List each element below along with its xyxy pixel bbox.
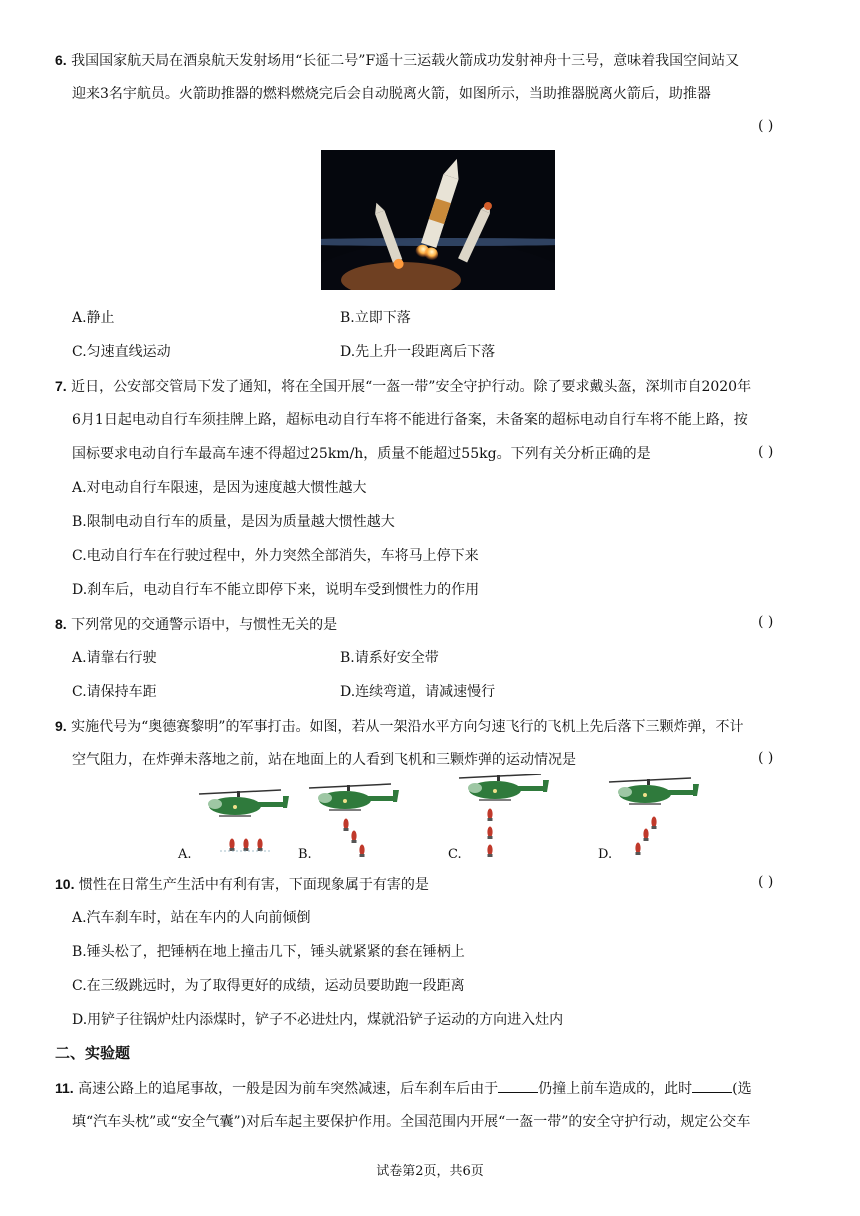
q11-line1 [55, 1078, 752, 1099]
q7-option-c: C.电动自行车在行驶过程中，外力突然全部消失，车将马上停下来 [72, 548, 479, 564]
q8-text1: 下列常见的交通警示语中，与惯性无关的是 [71, 617, 338, 633]
section-heading: 二、实验题 [55, 1044, 131, 1062]
q10-text1: 惯性在日常生产生活中有利有害，下面现象属于有害的是 [78, 877, 429, 893]
rocket-image [321, 150, 555, 290]
q8-option-c: C.请保持车距 [72, 684, 157, 700]
q11-text2: 仍撞上前车造成的，此时 [538, 1081, 693, 1097]
q6-number: 6. [55, 52, 67, 68]
option-c-bombs [487, 809, 492, 858]
q8-option-d: D.连续弯道，请减速慢行 [340, 684, 496, 700]
helicopter-diagrams [170, 774, 710, 866]
q11-blank-2[interactable] [692, 1078, 732, 1093]
option-d-helicopter [609, 778, 699, 804]
q10-answer-paren: ( ) [758, 874, 774, 890]
q7-option-a: A.对电动自行车限速，是因为速度越大惯性越大 [72, 480, 367, 496]
q8-line1 [55, 614, 337, 635]
q7-line1 [55, 376, 751, 397]
q7-line3: 国标要求电动自行车最高车速不得超过25km/h，质量不能超过55kg。下列有关分析正确的是 [72, 446, 651, 462]
q11-number: 11. [55, 1080, 74, 1096]
q7-line2: 6月1日起电动自行车须挂牌上路，超标电动自行车将不能进行备案，未备案的超标电动自行车将不能上路，按 [72, 412, 748, 428]
q8-option-a: A.请靠右行驶 [72, 650, 157, 666]
q8-answer-paren: ( ) [758, 614, 774, 630]
q9-line2: 空气阻力，在炸弹未落地之前，站在地面上的人看到飞机和三颗炸弹的运动情况是 [72, 752, 576, 768]
q6-line2: 迎来3名宇航员。火箭助推器的燃料燃烧完后会自动脱离火箭，如图所示，当助推器脱离火箭后，助推器 [72, 86, 711, 102]
q9-letter-a: A. [178, 847, 192, 862]
q7-text1: 近日，公安部交管局下发了通知，将在全国开展“一盔一带”安全守护行动。除了要求戴头盔，深圳市自2020年 [71, 379, 752, 395]
q11-blank-1[interactable] [498, 1078, 538, 1093]
q9-line1 [55, 716, 743, 737]
option-a-bombs [229, 839, 262, 852]
option-a-helicopter [199, 790, 289, 816]
q9-answer-paren: ( ) [758, 750, 774, 766]
option-c-helicopter [459, 774, 549, 800]
q7-number: 7. [55, 378, 67, 394]
q8-option-b: B.请系好安全带 [340, 650, 439, 666]
q9-number: 9. [55, 718, 67, 734]
q6-option-d: D.先上升一段距离后下落 [340, 344, 496, 360]
q9-letter-b: B. [298, 847, 312, 862]
option-d-bombs [635, 817, 656, 856]
q11-line2: 填“汽车头枕”或“安全气囊”)对后车起主要保护作用。全国范围内开展“一盔一带”的安全守护行动，规定公交车 [72, 1114, 751, 1130]
q6-line1 [55, 50, 739, 71]
page-footer: 试卷第2页，共6页 [376, 1164, 484, 1179]
q9-text1: 实施代号为“奥德赛黎明”的军事打击。如图，若从一架沿水平方向匀速飞行的飞机上先后落下三颗炸弹，不计 [71, 719, 744, 735]
q6-text1: 我国国家航天局在酒泉航天发射场用“长征二号”F遥十三运载火箭成功发射神舟十三号，意味着我国空间站又 [71, 53, 740, 69]
q9-letter-c: C. [448, 847, 462, 862]
q7-option-b: B.限制电动自行车的质量，是因为质量越大惯性越大 [72, 514, 395, 530]
q10-line1 [55, 874, 429, 895]
q6-option-c: C.匀速直线运动 [72, 344, 171, 360]
q6-option-b: B.立即下落 [340, 310, 411, 326]
q9-letter-d: D. [598, 847, 613, 862]
q11-text3: (选 [732, 1081, 752, 1097]
q6-answer-paren: ( ) [758, 118, 774, 134]
q10-number: 10. [55, 876, 75, 892]
q10-option-c: C.在三级跳远时，为了取得更好的成绩，运动员要助跑一段距离 [72, 978, 465, 994]
option-b-bombs [343, 819, 364, 858]
q8-number: 8. [55, 616, 67, 632]
q10-option-a: A.汽车刹车时，站在车内的人向前倾倒 [72, 910, 311, 926]
q10-option-b: B.锤头松了，把锤柄在地上撞击几下，锤头就紧紧的套在锤柄上 [72, 944, 465, 960]
q7-answer-paren: ( ) [758, 444, 774, 460]
q11-text1: 高速公路上的追尾事故，一般是因为前车突然减速，后车刹车后由于 [78, 1081, 499, 1097]
q7-option-d: D.刹车后，电动自行车不能立即停下来，说明车受到惯性力的作用 [72, 582, 480, 598]
option-b-helicopter [309, 784, 399, 810]
q6-option-a: A.静止 [72, 310, 115, 326]
q10-option-d: D.用铲子往锅炉灶内添煤时，铲子不必进灶内，煤就沿铲子运动的方向进入灶内 [72, 1012, 564, 1028]
